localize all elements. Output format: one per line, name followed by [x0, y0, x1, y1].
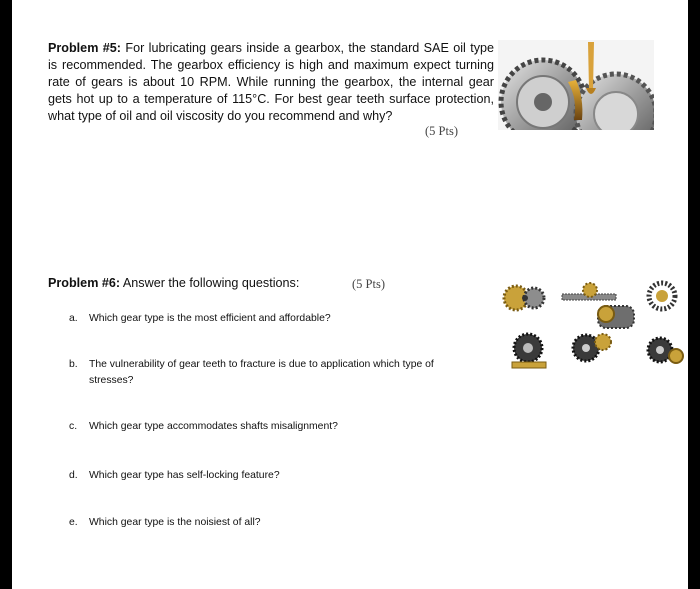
problem-6-heading: [48, 276, 299, 290]
question-e: [69, 515, 509, 531]
question-b-text-line2: stresses?: [89, 375, 134, 386]
question-b-letter: b.: [69, 359, 78, 370]
question-c-letter: c.: [69, 421, 78, 432]
question-d: [69, 468, 509, 484]
document-page: [12, 0, 688, 589]
problem-5-label: Problem #5:: [48, 41, 121, 55]
problem-6-text: Answer the following questions:: [122, 276, 300, 290]
problem-6-points: (5 Pts): [352, 277, 385, 291]
problem-5-text: For lubricating gears inside a gearbox, the standard SAE oil type is recommended. The gearbox efficiency is high and maximum expect turning rate of gears is about 10 RPM. While running the gearbox, the internal gear gets hot up to a temperature of 115°C. For best gear teeth surface protection, what type of oil and oil viscosity do you recommend and why?: [48, 41, 495, 123]
problem-6-label: Problem #6:: [48, 276, 121, 290]
question-a-letter: a.: [69, 313, 78, 324]
question-a-text: Which gear type is the most efficient and affordable?: [89, 313, 331, 324]
question-d-letter: d.: [69, 470, 78, 481]
question-a: [69, 311, 509, 327]
problem-5-paragraph: [48, 40, 494, 125]
question-e-letter: e.: [69, 517, 78, 528]
question-e-text: Which gear type is the noisiest of all?: [89, 517, 261, 528]
gear-types-image: [500, 278, 686, 378]
question-c: [69, 419, 509, 435]
question-d-text: Which gear type has self-locking feature?: [89, 470, 280, 481]
question-b: [69, 357, 509, 389]
question-b-text-line1: The vulnerability of gear teeth to fracture is due to application which type of: [89, 359, 434, 370]
lubricated-gears-image: [498, 40, 654, 130]
question-c-text: Which gear type accommodates shafts misalignment?: [89, 421, 338, 432]
problem-5-points: (5 Pts): [425, 124, 458, 138]
